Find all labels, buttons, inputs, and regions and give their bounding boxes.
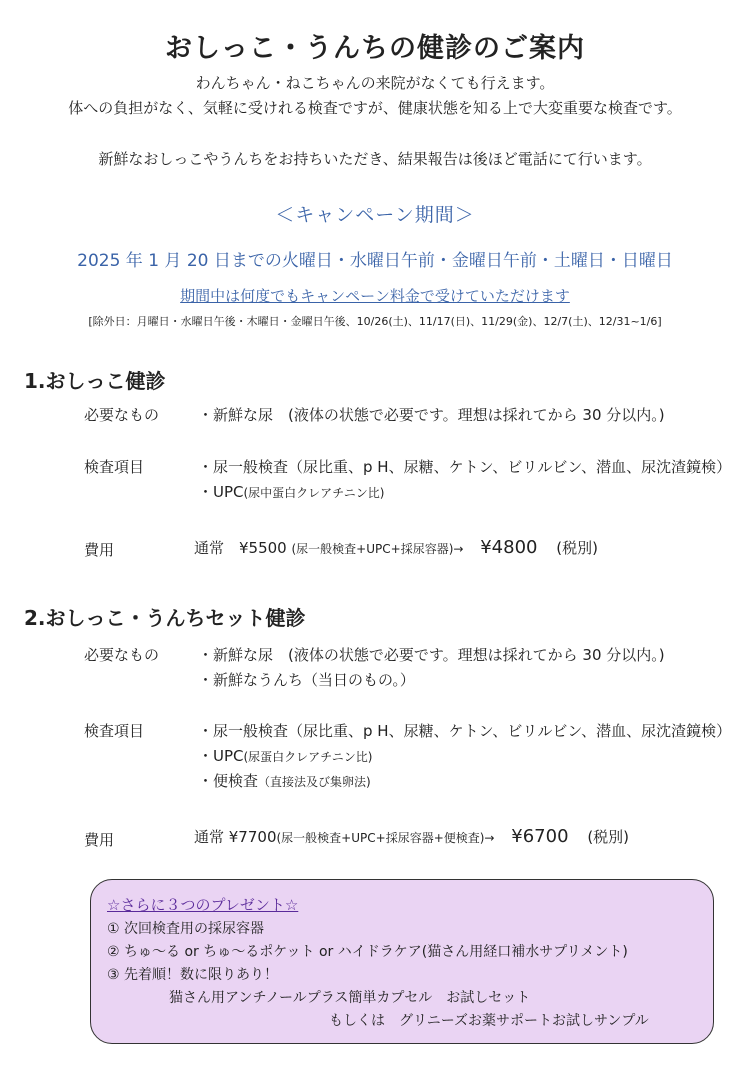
section2-item-2 <box>198 745 372 766</box>
section2-item-3-main: ・便検査 <box>198 772 259 790</box>
section2-item-3 <box>198 770 371 791</box>
intro-line-1: わんちゃん・ねこちゃんの来院がなくても行えます。 <box>195 74 555 92</box>
section2-item-1: ・尿一般検査（尿比重、p H、尿糖、ケトン、ビリルビン、潜血、尿沈渣鏡検） <box>198 722 732 740</box>
section2-fee-label: 費用 <box>84 831 115 849</box>
campaign-days: 2025 年 1 月 20 日までの火曜日・水曜日午前・金曜日午前・土曜日・日曜日 <box>77 251 673 271</box>
section1-item-2-sub: (尿中蛋白クレアチニン比) <box>243 486 385 500</box>
section1-item-2 <box>198 481 384 502</box>
section2-items-label: 検査項目 <box>84 722 145 740</box>
section2-item-2-main: ・UPC <box>198 747 244 765</box>
section1-needs-label: 必要なもの <box>84 406 160 424</box>
campaign-heading: ＜キャンペーン期間＞ <box>275 204 475 226</box>
section1-item-1: ・尿一般検査（尿比重、p H、尿糖、ケトン、ビリルビン、潜血、尿沈渣鏡検） <box>198 458 732 476</box>
section1-fee-campaign: ¥4800 <box>480 537 538 558</box>
section1-fee-normal: 通常 ¥5500 <box>194 539 287 557</box>
present-box <box>90 879 714 1044</box>
section2-needs-label: 必要なもの <box>84 646 160 664</box>
section2-fee-campaign: ¥6700 <box>511 826 569 847</box>
section1-fee-tax: (税別) <box>556 539 598 557</box>
present-item-2: ② ちゅ〜る or ちゅ〜るポケット or ハイドラケア(猫さん用経口補水サプリメント) <box>107 944 628 960</box>
section2-needs-2: ・新鮮なうんち（当日のもの。） <box>198 671 415 689</box>
section2-fee-detail: (尿一般検査+UPC+採尿容器+便検査)→ <box>276 831 495 845</box>
campaign-exclude-days: [除外日：月曜日・水曜日午後・木曜日・金曜日午後、10/26(土)、11/17(日)、11/29(金)、12/7(土)、12/31~1/6] <box>88 315 662 328</box>
section1-items-label: 検査項目 <box>84 458 145 476</box>
section1-fee-detail: (尿一般検査+UPC+採尿容器)→ <box>291 542 464 556</box>
section1-title: 1.おしっこ健診 <box>24 369 166 393</box>
present-title: ☆さらに３つのプレゼント☆ <box>107 896 299 914</box>
present-item-3-option-1: 猫さん用アンチノールプラス簡単カプセル お試しセット <box>169 990 531 1006</box>
intro-line-2: 体への負担がなく、気軽に受けれる検査ですが、健康状態を知る上で大変重要な検査です。 <box>68 99 682 117</box>
present-item-3: ③ 先着順！数に限りあり！ <box>107 967 279 983</box>
section2-fee-normal: 通常 ¥7700 <box>194 828 277 846</box>
section2-needs-1: ・新鮮な尿 (液体の状態で必要です。理想は採れてから 30 分以内。) <box>198 646 665 664</box>
present-item-3-option-2: もしくは グリニーズお薬サポートお試しサンプル <box>329 1013 649 1029</box>
section2-fee-row <box>194 826 629 847</box>
section1-fee-label: 費用 <box>84 541 115 559</box>
page-title: おしっこ・うんちの健診のご案内 <box>165 33 585 64</box>
section1-item-2-main: ・UPC <box>198 483 244 501</box>
section1-needs: ・新鮮な尿 (液体の状態で必要です。理想は採れてから 30 分以内。) <box>198 406 665 424</box>
campaign-note: 期間中は何度でもキャンペーン料金で受けていただけます <box>180 287 570 305</box>
section1-fee-row <box>194 537 598 558</box>
section2-item-3-sub: （直接法及び集卵法) <box>258 775 371 789</box>
present-item-1: ① 次回検査用の採尿容器 <box>107 921 265 937</box>
section2-title: 2.おしっこ・うんちセット健診 <box>24 606 306 630</box>
section2-fee-tax: (税別) <box>587 828 630 846</box>
intro-line-3: 新鮮なおしっこやうんちをお持ちいただき、結果報告は後ほど電話にて行います。 <box>98 150 652 168</box>
section2-item-2-sub: (尿蛋白クレアチニン比) <box>243 750 373 764</box>
